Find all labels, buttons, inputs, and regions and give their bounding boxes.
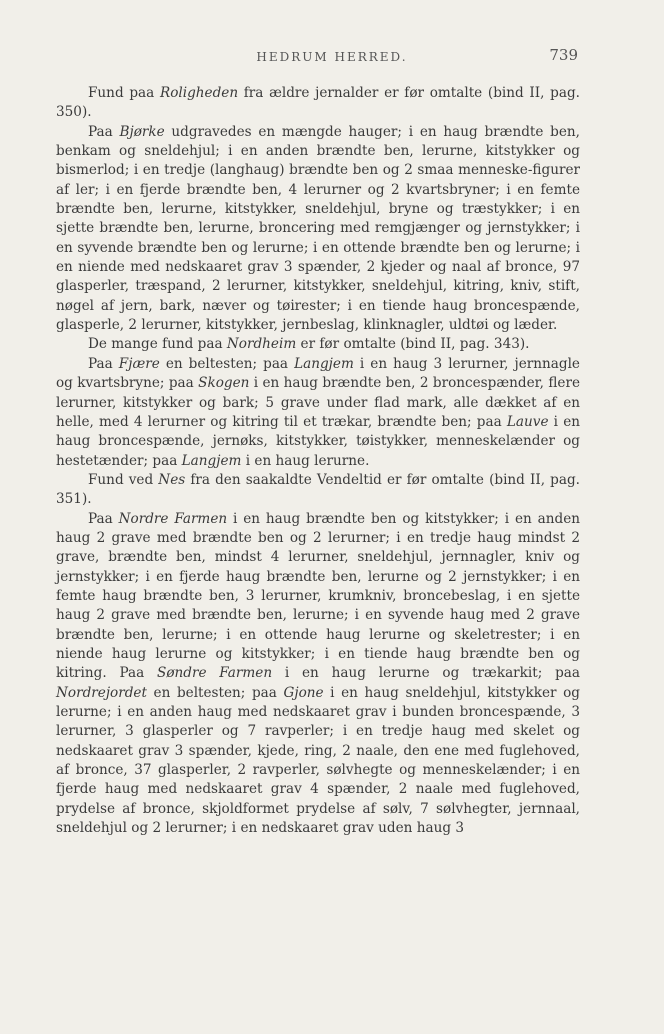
place-name: Fjære	[118, 355, 160, 372]
place-name: Nordheim	[226, 336, 297, 353]
page-header	[0, 46, 664, 70]
place-name: Gjone	[283, 684, 324, 701]
place-name: Søndre Farmen	[157, 665, 273, 682]
paragraph: Fund paa Roligheden fra ældre jernalder er før omtalte (bind II, pag. 350).	[56, 85, 580, 121]
paragraph: Paa Bjørke udgravedes en mængde hauger; i en haug brændte ben, benkam og sneldehjul; i en anden brændte ben, lerurne, kitstykker og bismerlod; i en tredje (langhaug) brændte ben og 2 smaa menneske-figurer af ler; i en fjerde brændte ben, 4 lerurner og 2 kvartsbryner; i en femte brændte ben, lerurne, kitstykker, sneldehjul, bryne og træstykker; i en sjette brændte ben, lerurne, broncering med remgjænger og jernstykker; i en syvende brændte ben og lerurne; i en ottende brændte ben og lerurne; i en niende med nedskaaret grav 3 spænder, 2 kjeder og naal af bronce, 97 glasperler, træspand, 2 lerurner, kitstykker, sneldehjul, kitring, kniv, stift, nøgel af jern, bark, næver og tøirester; i en tiende haug broncespænde, glasperle, 2 lerurner, kitstykker, jernbeslag, klinknagler, uldtøi og læder.	[56, 123, 580, 334]
running-head: HEDRUM HERRED.	[256, 50, 408, 64]
page-number: 739	[549, 46, 578, 64]
place-name: Lauve	[506, 413, 549, 430]
paragraph: De mange fund paa Nordheim er før omtalte (bind II, pag. 343).	[88, 336, 530, 353]
place-name: Roligheden	[159, 85, 239, 101]
place-name: Bjørke	[119, 123, 165, 140]
place-name: Skogen	[198, 375, 250, 392]
body-text	[56, 84, 580, 838]
paragraph: Paa Nordre Farmen i en haug brændte ben og kitstykker; i en anden haug 2 grave med brændte ben og 2 lerurner; i en tredje haug mindst 2 grave, brændte ben, mindst 4 lerurner, sneldehjul, jernnagler, kniv og jernstykker; i en fjerde haug brændte ben, lerurne og 2 jernstykker; i en femte haug brændte ben, 3 lerurner, krumkniv, broncebeslag, i en sjette haug 2 grave med brændte ben, lerurne; i en syvende haug med 2 grave brændte ben, lerurne; i en ottende haug lerurne og skeletrester; i en niende haug lerurne og kitstykker; i en tiende haug brændte ben og kitring. Paa Søndre Farmen i en haug lerurne og trækarkit; paa Nordrejordet en beltesten; paa Gjone i en haug sneldehjul, kitstykker og lerurne; i en anden haug med nedskaaret grav i bunden broncespænde, 3 lerurner, 3 glasperler og 7 ravperler; i en tredje haug med skelet og nedskaaret grav 3 spænder, kjede, ring, 2 naale, den ene med fuglehoved, af bronce, 37 glasperler, 2 ravperler, sølvhegte og menneskelænder; i en fjerde haug med nedskaaret grav 4 spænder, 2 naale med fuglehoved, prydelse af bronce, skjoldformet prydelse af sølv, 7 sølvhegter, jernnaal, sneldehjul og 2 lerurner; i en nedskaaret grav uden haug 3	[56, 510, 580, 837]
place-name: Nes	[158, 471, 186, 488]
place-name: Langjem	[181, 452, 242, 469]
place-name: Nordre Farmen	[118, 510, 228, 527]
place-name: Langjem	[294, 355, 354, 372]
place-name: Nordrejordet	[56, 684, 147, 701]
paragraph: Fund ved Nes fra den saakaldte Vendeltid er før omtalte (bind II, pag. 351).	[56, 471, 580, 508]
paragraph: Paa Fjære en beltesten; paa Langjem i en haug 3 lerurner, jernnagle og kvartsbryne; paa Skogen i en haug brændte ben, 2 broncespænder, flere lerurner, kitstykker og bark; 5 grave under flad mark, alle dækket af en helle, med 4 lerurner og kitring til et trækar, brændte ben; paa Lauve i en haug broncespænde, jernøks, kitstykker, tøistykker, menneskelænder og hestetænder; paa Langjem i en haug lerurne.	[56, 355, 580, 469]
